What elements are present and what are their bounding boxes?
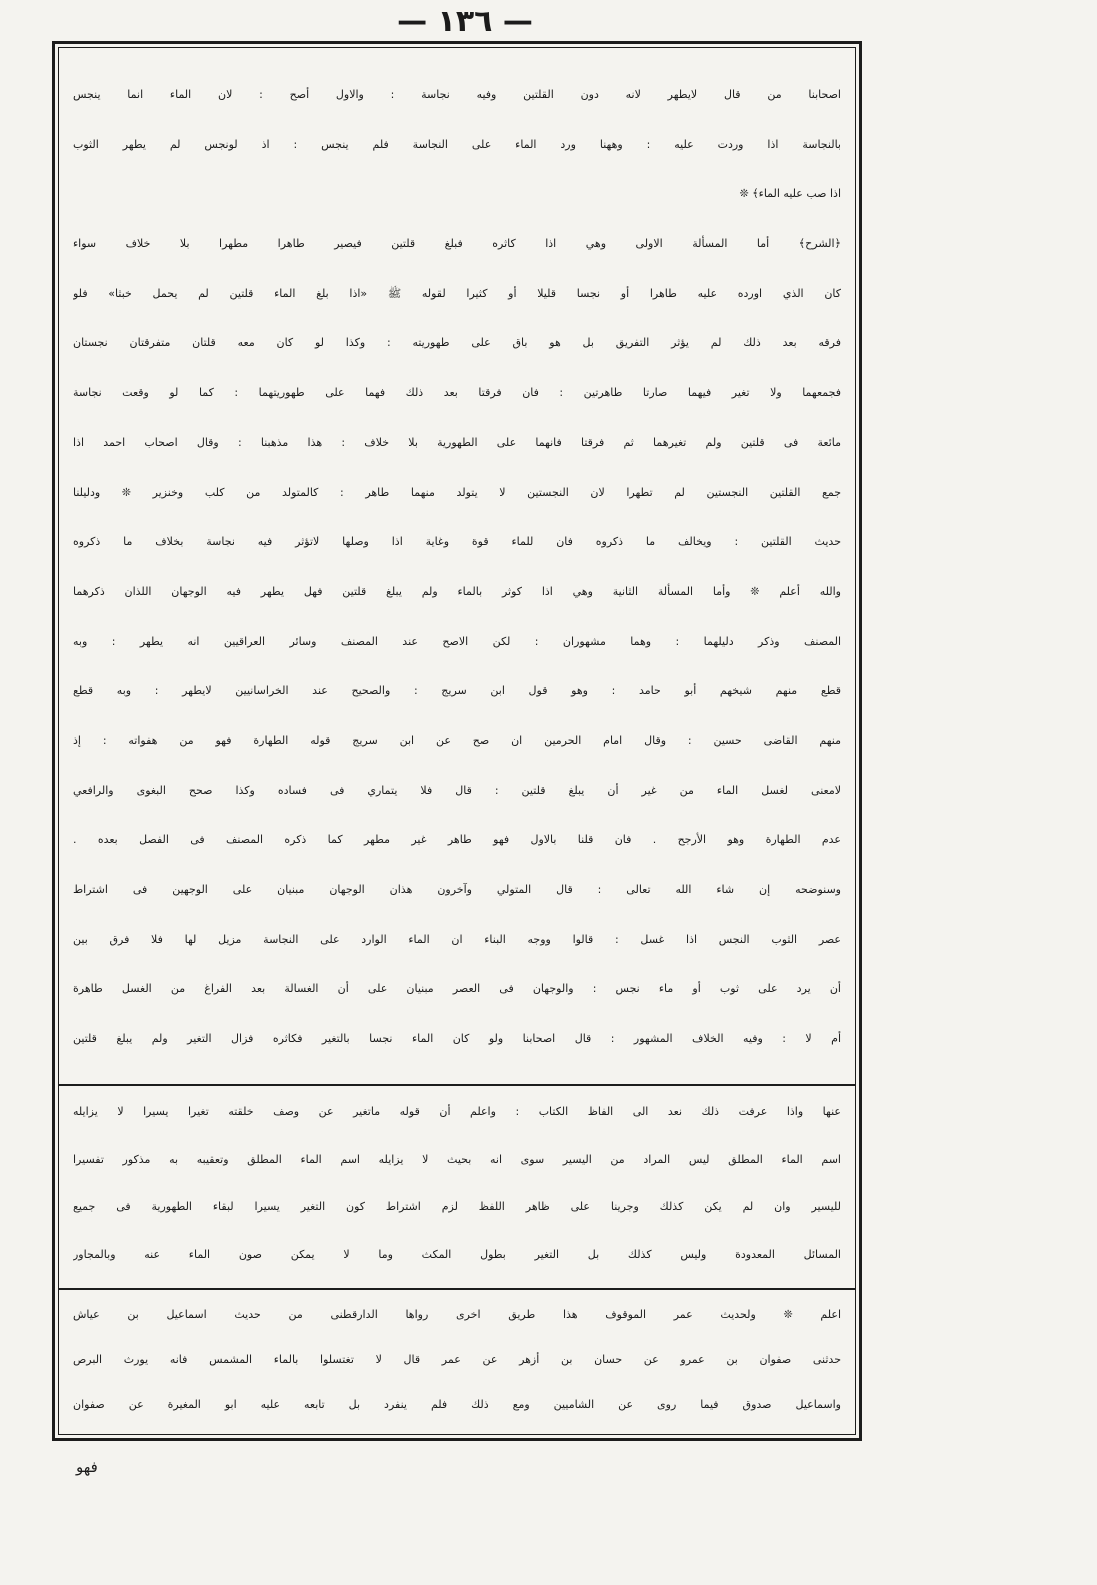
main-text-section [59, 48, 855, 1086]
main-text-line: اذا صب عليه الماء﴾ ❊ [739, 187, 841, 201]
main-text-line: حديث القلتين : ويخالف ما ذكروه فان للماء قوة وغاية اذا وصلها لاتؤثر فيه نجاسة بخلاف ما ذكروه [73, 535, 841, 549]
main-text-line: أم لا : وفيه الخلاف المشهور : قال اصحابنا ولو كان الماء نجسا بالتغير فكاثره فزال التغير ولم يبلغ قلتين [73, 1032, 841, 1046]
main-text-line: بالنجاسة اذا وردت عليه : وههنا ورد الماء على النجاسة فلم ينجس : اذ لونجس لم يطهر الثوب [73, 137, 841, 151]
catchword: فهو [76, 1458, 98, 1476]
main-text-line: عصر الثوب النجس اذا غسل : قالوا ووجه البناء ان الماء الوارد على النجاسة مزيل لها فلا فرق بين [73, 932, 841, 946]
main-text-line: منهم القاضى حسين : وقال امام الحرمين ان صح عن ابن سريج قوله الطهارة فهو من هفواته : إذ [73, 733, 841, 747]
main-text-line: فرقه بعد ذلك لم يؤثر التفريق بل هو باق على طهوريته : وكذا لو كان معه قلتان متفرقتان نجستان [73, 336, 841, 350]
main-text-line: مائعة فى قلتين ولم تغيرهما ثم فرقتا فانهما على الطهورية بلا خلاف : هذا مذهبنا : وقال اصحاب احمد اذا [73, 435, 841, 449]
main-text-line: والله أعلم ❊ وأما المسألة الثانية وهي اذا كوثر بالماء ولم يبلغ قلتين فهل يطهر فيه الوجهان اللذان ذكرهما [73, 584, 841, 598]
main-text-line: كان الذي اورده عليه طاهرا أو نجسا قليلا أو كثيرا لقوله ﷺ «اذا بلغ الماء قلتين لم يحمل خبثا» فلو [73, 286, 841, 300]
main-text-line: فجمعهما ولا تغير فيهما صارتا طاهرتين : فان فرقتا بعد ذلك فهما على طهوريتهما : كما لو وقعت نجاسة [73, 386, 841, 400]
footnote-line: واسماعيل صدوق فيما روى عن الشاميين ومع ذلك فلم ينفرد بل تابعه عليه ابو المغيرة عن صفوان [73, 1398, 841, 1411]
commentary-line: اسم الماء المطلق ليس المراد من اليسير سوى انه بحيث لا يزايله اسم الماء المطلق وتعقيبه به مذكور تفسيرا [73, 1152, 841, 1166]
main-text-line: عدم الطهارة وهو الأرجح . فان قلنا بالاول فهو طاهر غير مطهر كما ذكره المصنف فى الفصل بعده . [73, 833, 841, 847]
main-text-line: اصحابنا من قال لايطهر لانه دون القلتين وفيه نجاسة : والاول أصح : لان الماء انما ينجس [73, 88, 841, 101]
page-frame-inner [58, 47, 856, 1435]
commentary-line: المسائل المعدودة وليس كذلك بل التغير بطول المكث وما لا يمكن صون الماء عنه وبالمجاور [73, 1248, 841, 1262]
main-text-line: المصنف وذكر دليلهما : وهما مشهوران : لكن الاصح عند المصنف وسائر العراقيين انه يطهر : وبه [73, 634, 841, 648]
footnote-section [59, 1290, 855, 1434]
footnote-line: اعلم ❊ ولحديث عمر الموقوف هذا طريق اخرى رواها الدارقطنى من حديث اسماعيل بن عياش [73, 1308, 841, 1321]
main-text-line: أن يرد على ثوب أو ماء نجس : والوجهان فى العصر مبنيان على أن الغسالة بعد الفراغ من الغسل طاهرة [73, 982, 841, 996]
commentary-line: عنها واذا عرفت ذلك نعد الى الفاظ الكتاب : واعلم أن قوله ماتغير عن وصف خلقته تغيرا يسيرا لا يزايله [73, 1105, 841, 1118]
main-text-line: لامعنى لغسل الماء من غير أن يبلغ قلتين : قال فلا يتماري فى فساده وكذا صحح البغوى والرافعي [73, 783, 841, 797]
main-text-line: جمع القلتين النجستين لم تطهرا لان النجستين لا يتولد منهما طاهر : كالمتولد من كلب وخنزير ❊ ودليلنا [73, 485, 841, 499]
footnote-line: حدثنى صفوان بن عمرو عن حسان بن أزهر عن عمر قال لا تغتسلوا بالماء المشمس فانه يورث البرص [73, 1353, 841, 1366]
main-text-line: ﴿الشرح﴾ أما المسألة الاولى وهي اذا كاثره فبلغ قلتين فيصير طاهرا مطهرا بلا خلاف سواء [73, 237, 841, 251]
page-number: — ١٣٦ — [397, 4, 533, 39]
commentary-line: لليسير وان لم يكن كذلك وجرينا على ظاهر اللفظ لزم اشتراط كون التغير يسيرا لبقاء الطهورية فى جميع [73, 1200, 841, 1214]
main-text-line: وسنوضحه إن شاء الله تعالى : قال المتولي وآخرون هذان الوجهان مبنيان على الوجهين فى اشتراط [73, 883, 841, 896]
page-frame [52, 41, 862, 1441]
commentary-section [59, 1086, 855, 1290]
main-text-line: قطع منهم شيخهم أبو حامد : وهو قول ابن سريج : والصحيح عند الخراسانيين لايطهر : وبه قطع [73, 684, 841, 698]
